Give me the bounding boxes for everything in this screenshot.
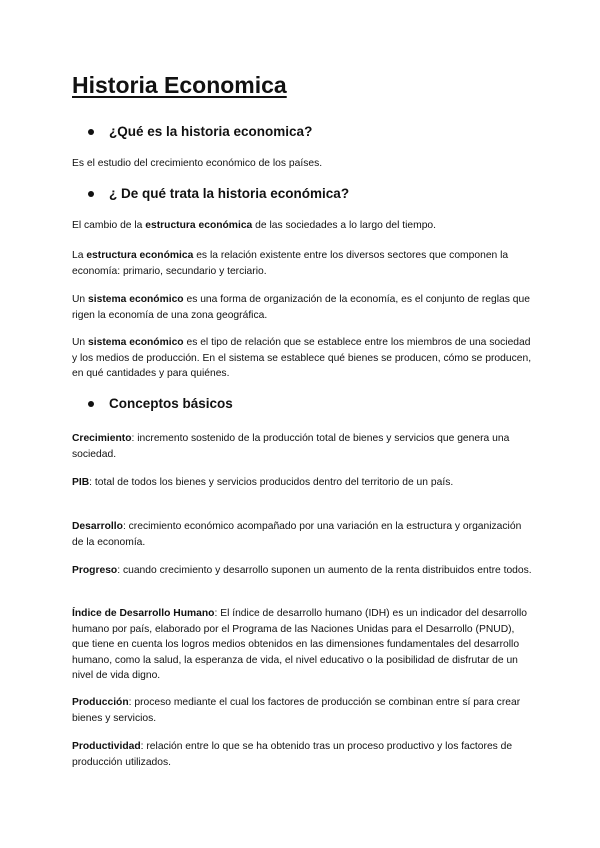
heading-text: Conceptos básicos — [109, 396, 233, 411]
concept-progreso: Progreso: cuando crecimiento y desarrollo suponen un aumento de la renta distribuidos entre todos. — [72, 565, 532, 576]
heading-conceptos — [88, 396, 233, 411]
bullet-icon — [88, 129, 94, 135]
bullet-icon — [88, 401, 94, 407]
bullet-icon — [88, 191, 94, 197]
paragraph-cambio: El cambio de la estructura económica de las sociedades a lo largo del tiempo. — [72, 220, 437, 231]
heading-text: ¿Qué es la historia economica? — [109, 124, 313, 139]
paragraph-definition: Es el estudio del crecimiento económico de los países. — [72, 158, 323, 169]
concept-idh: Índice de Desarrollo Humano: El índice de desarrollo humano (IDH) es un indicador del desarrollo humano por país, elaborado por el Programa de las Naciones Unidas para el Desarrollo (PNUD), que tiene en cuenta los logros medios obtenidos en las dimensiones fundamentales del desarrollo humano, como la salud, la esperanza de vida, el nivel educativo o la posibilidad de disfrutar de un nivel de vida digno. — [72, 608, 527, 681]
paragraph-sistema-2: Un sistema económico es el tipo de relación que se establece entre los miembros de una sociedad y los medios de producción. En el sistema se establece qué bienes se producen, cómo se producen, en qué cantidades y para quiénes. — [72, 337, 532, 379]
concept-crecimiento: Crecimiento: incremento sostenido de la producción total de bienes y servicios que genera una sociedad. — [72, 433, 510, 460]
paragraph-sistema-1: Un sistema económico es una forma de organización de la economía, es el conjunto de reglas que rigen la economía de una zona geográfica. — [72, 294, 530, 321]
concept-produccion: Producción: proceso mediante el cual los factores de producción se combinan entre sí para crear bienes y servicios. — [72, 697, 521, 724]
paragraph-estructura: La estructura económica es la relación existente entre los diversos sectores que componen la economía: primario, secundario y terciario. — [72, 250, 509, 277]
page-title: Historia Economica — [72, 72, 287, 98]
heading-text: ¿ De qué trata la historia económica? — [109, 186, 350, 201]
concept-desarrollo: Desarrollo: crecimiento económico acompañado por una variación en la estructura y organización de la economía. — [72, 521, 522, 548]
heading-de-que-trata — [88, 186, 349, 201]
heading-que-es — [88, 124, 312, 139]
concept-pib: PIB: total de todos los bienes y servicios producidos dentro del territorio de un país. — [72, 477, 454, 488]
concept-productividad: Productividad: relación entre lo que se ha obtenido tras un proceso productivo y los factores de producción utilizados. — [72, 741, 513, 768]
